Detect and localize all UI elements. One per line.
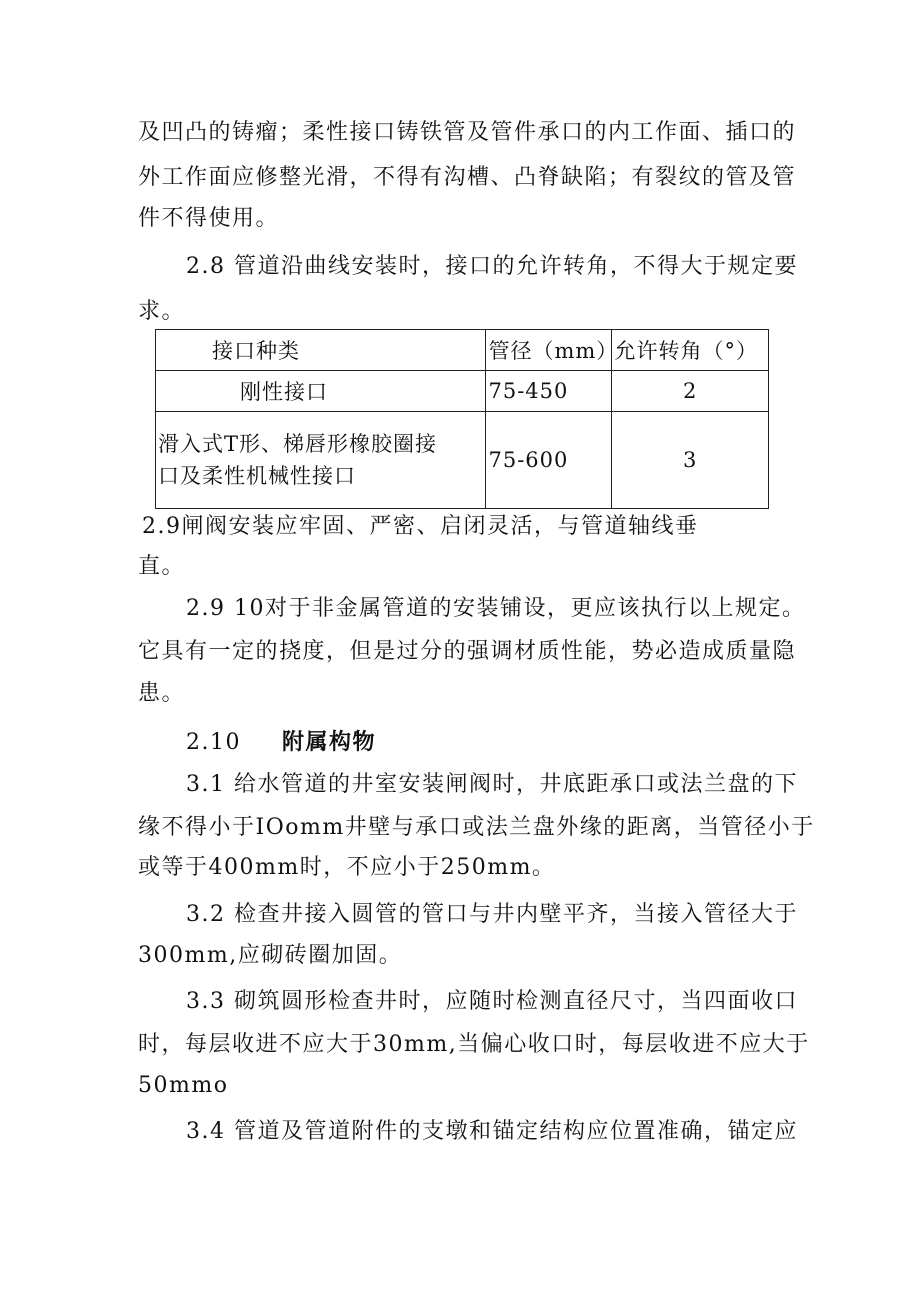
- paragraph-line: 50mmo: [138, 1073, 229, 1098]
- table-cell: [156, 412, 486, 509]
- paragraph-line: 件不得使用。: [138, 206, 280, 231]
- table-cell: 75-600: [486, 412, 612, 509]
- paragraph-line: 患。: [138, 681, 186, 706]
- section-heading: [186, 727, 376, 758]
- paragraph-line: 或等于400mm时，不应小于250mm。: [138, 855, 556, 880]
- table-cell-line: 口及柔性机械性接口: [158, 464, 356, 488]
- joint-angle-table: [155, 329, 769, 509]
- section-title: 附属构物: [282, 729, 377, 755]
- paragraph-line: 2.9 10对于非金属管道的安装铺设，更应该执行以上规定。: [186, 596, 806, 621]
- paragraph-line: 3.3 砌筑圆形检查井时，应随时检测直径尺寸，当四面收口: [186, 989, 798, 1014]
- paragraph-line: 及凹凸的铸瘤；柔性接口铸铁管及管件承口的内工作面、插口的: [138, 120, 797, 145]
- table-row: [156, 371, 769, 412]
- paragraph-line: 2.8 管道沿曲线安装时，接口的允许转角，不得大于规定要: [186, 254, 798, 279]
- paragraph-line: 3.2 检查井接入圆管的管口与井内壁平齐，当接入管径大于: [186, 902, 798, 927]
- table-header-cell: 管径（mm）: [486, 330, 612, 371]
- table-row: [156, 412, 769, 509]
- paragraph-line: 2.9闸阀安装应牢固、严密、启闭灵活，与管道轴线垂: [142, 514, 699, 539]
- paragraph-line: 3.4 管道及管道附件的支墩和锚定结构应位置准确，锚定应: [186, 1119, 798, 1144]
- paragraph-line: 300mm,应砌砖圈加固。: [138, 943, 403, 968]
- paragraph-line: 直。: [138, 554, 186, 579]
- paragraph-line: 它具有一定的挠度，但是过分的强调材质性能，势必造成质量隐: [138, 639, 797, 664]
- table-cell-line: 滑入式T形、梯唇形橡胶圈接: [158, 432, 438, 456]
- table-header-row: [156, 330, 769, 371]
- table-cell: 2: [612, 371, 769, 412]
- table-header-cell: 允许转角（°）: [612, 330, 769, 371]
- table-header-cell: 接口种类: [156, 330, 486, 371]
- section-number: 2.10: [186, 730, 241, 755]
- paragraph-line: 时，每层收进不应大于30mm,当偏心收口时，每层收进不应大于: [138, 1032, 810, 1057]
- paragraph-line: 3.1 给水管道的井室安装闸阀时，井底距承口或法兰盘的下: [186, 772, 798, 797]
- paragraph-line: 缘不得小于IOomm井壁与承口或法兰盘外缘的距离，当管径小于: [138, 815, 815, 840]
- paragraph-line: 求。: [138, 299, 186, 324]
- paragraph-line: 外工作面应修整光滑，不得有沟槽、凸脊缺陷；有裂纹的管及管: [138, 165, 797, 190]
- table-cell: 刚性接口: [156, 371, 486, 412]
- table-cell: 3: [612, 412, 769, 509]
- table-cell: 75-450: [486, 371, 612, 412]
